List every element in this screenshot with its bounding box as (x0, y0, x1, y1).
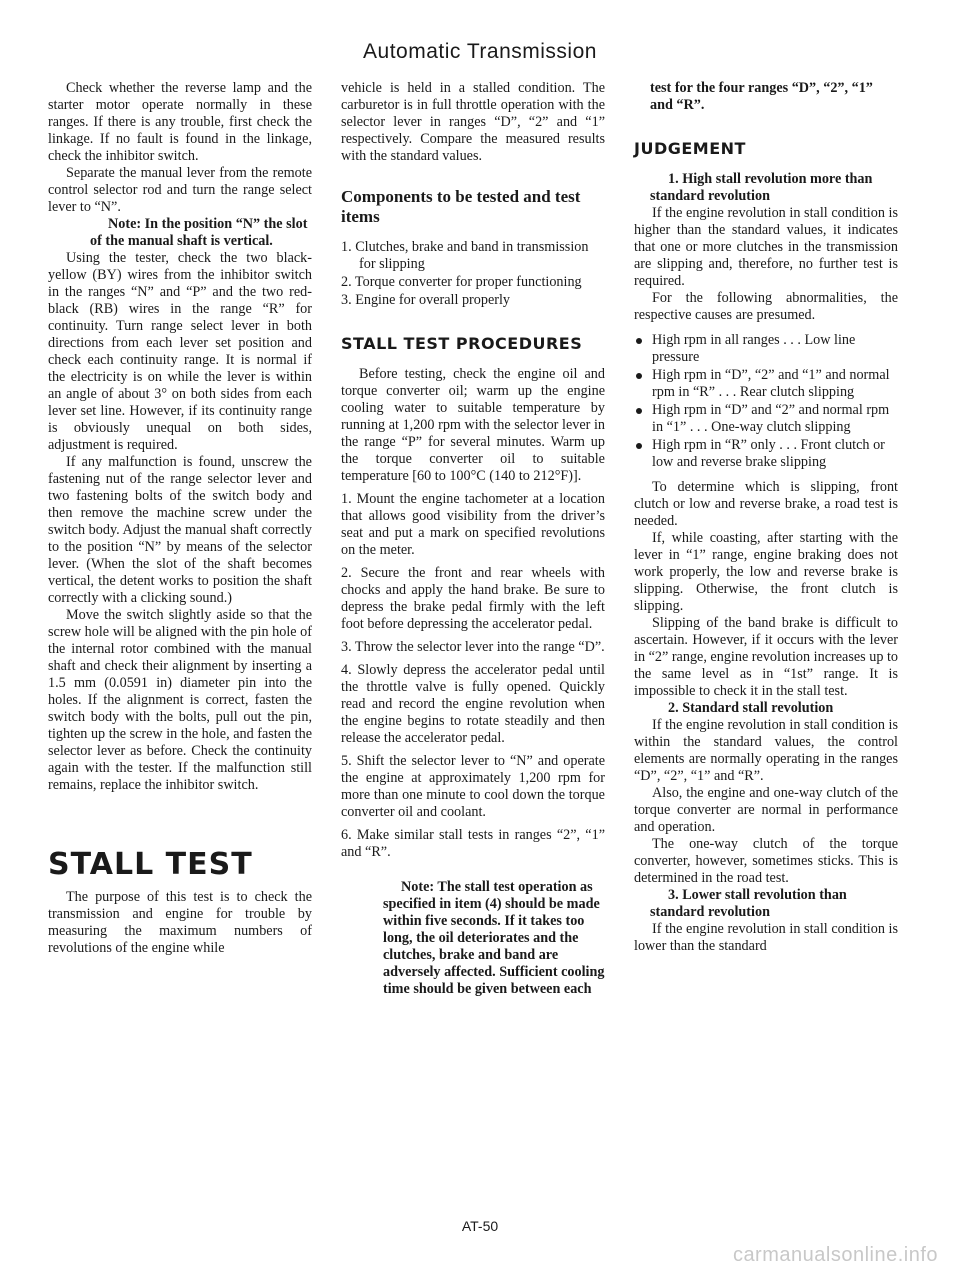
bullet-icon (636, 373, 642, 379)
section-heading-procedures: STALL TEST PROCEDURES (341, 334, 583, 353)
procedure-step: 3. Throw the selector lever into the range “D”. (341, 639, 605, 655)
paragraph: Move the switch slightly aside so that the screw hole will be aligned with the pin hole of the internal rotor combined with the manual shaft and check their alignment by inserting a 1.5 mm (0.0591 in) diameter pin into the holes. If the alignment is correct, fasten the switch body with the bolts, pull out the pin, tighten up the screw in the hole, and fasten the selector lever as before. Check the continuity again with the tester. If the malfunction still remains, replace the inhibitor switch. (48, 607, 312, 793)
list-item: High rpm in “D”, “2” and “1” and normal rpm in “R” . . . Rear clutch slipping (634, 367, 898, 401)
page-number: AT-50 (461, 1218, 499, 1234)
note: Note: In the position “N” the slot of the manual shaft is vertical. (90, 216, 308, 249)
paragraph: The one-way clutch of the torque converter, however, sometimes sticks. This is determined in the road test. (634, 836, 898, 886)
section-heading-stall-test: STALL TEST (48, 847, 253, 882)
procedure-step: 2. Secure the front and rear wheels with chocks and apply the hand brake. Be sure to depress the brake pedal firmly with the left foot before depressing the accelerator pedal. (341, 565, 605, 632)
section-heading-components: Components to be tested and test items (341, 187, 581, 226)
paragraph: Before testing, check the engine oil and torque converter oil; warm up the engine cooling water to suitable temperature by running at 1,200 rpm with the selector lever in the range “P” for several minutes. Warm up the torque converter oil to suitable temperature [60 to 100°C (140 to 212°F)]. (341, 366, 605, 484)
list-item: 1. Clutches, brake and band in transmission for slipping (341, 239, 589, 272)
paragraph: Using the tester, check the two black-yellow (BY) wires from the inhibitor switch in the ranges “N” and “P” and the two red-black (RB) wires in the range “R” for continuity. Turn range select lever in both directions from each lever set position and check each continuity range. It is normal if the electricity is on while the lever is within an angle of about 3° on both sides from each lever set line. However, if its continuity range is obviously unequal on both sides, adjustment is required. (48, 250, 312, 453)
paragraph: Separate the manual lever from the remote control selector rod and turn the range select lever to “N”. (48, 165, 312, 215)
subheading: 3. Lower stall revolution than standard revolution (650, 887, 847, 920)
list-item: High rpm in “D” and “2” and normal rpm in “1” . . . One-way clutch slipping (634, 402, 898, 436)
procedure-step: 5. Shift the selector lever to “N” and operate the engine at approximately 1,200 rpm for more than one minute to cool down the torque converter oil and coolant. (341, 753, 605, 820)
procedure-steps (341, 491, 605, 861)
bullet-icon (636, 408, 642, 414)
procedure-step: 6. Make similar stall tests in ranges “2”, “1” and “R”. (341, 827, 605, 860)
paragraph: If any malfunction is found, unscrew the fastening nut of the range selector lever and two fastening bolts of the switch body and then remove the machine screw under the switch body. Adjust the manual shaft correctly to the position “N” by means of the selector lever. (When the slot of the shaft becomes vertical, the detent works to position the shaft correctly with a clicking sound.) (48, 454, 312, 606)
paragraph: If the engine revolution in stall condition is lower than the standard (634, 921, 898, 954)
paragraph: Slipping of the band brake is difficult to ascertain. However, if it occurs with the lever in “2” range, engine revolution increases up to the same level as in “1st” range. It is impossible to check it in the stall test. (634, 615, 898, 699)
procedure-step: 1. Mount the engine tachometer at a location that allows good visibility from the driver’s seat and put a mark on specified revolutions on the meter. (341, 491, 605, 558)
list-item: High rpm in all ranges . . . Low line pressure (634, 332, 898, 366)
page-header: Automatic Transmission (363, 40, 597, 63)
list-item: High rpm in “R” only . . . Front clutch or low and reverse brake slipping (634, 437, 898, 471)
watermark: carmanualsonline.info (732, 1244, 938, 1266)
column-2 (341, 80, 605, 998)
paragraph: If, while coasting, after starting with the lever in “1” range, engine braking does not work properly, the low and reverse brake is slipping. Otherwise, the front clutch is slipping. (634, 530, 898, 614)
procedure-step: 4. Slowly depress the accelerator pedal until the throttle valve is fully opened. Quickly read and record the engine revolution when the engine begins to rotate steadily and then release the accelerator pedal. (341, 662, 605, 746)
paragraph: If the engine revolution in stall condition is within the standard values, the control elements are normally operating in the ranges “D”, “2”, “1” and “R”. (634, 717, 898, 784)
subheading: 1. High stall revolution more than standard revolution (650, 171, 873, 204)
abnormality-list (634, 332, 898, 471)
paragraph: test for the four ranges “D”, “2”, “1” and “R”. (650, 80, 873, 113)
paragraph: Check whether the reverse lamp and the starter motor operate normally in these ranges. If there is any trouble, first check the linkage. If no fault is found in the linkage, check the inhibitor switch. (48, 80, 312, 164)
paragraph: To determine which is slipping, front clutch or low and reverse brake, a road test is needed. (634, 479, 898, 529)
bullet-icon (636, 443, 642, 449)
subheading: 2. Standard stall revolution (668, 700, 834, 716)
paragraph: If the engine revolution in stall condition is higher than the standard values, it indicates that one or more clutches in the transmission are slipping and, therefore, no further test is required. (634, 205, 898, 289)
paragraph: Also, the engine and one-way clutch of the torque converter are normal in performance and operation. (634, 785, 898, 835)
list-item: 3. Engine for overall properly (341, 292, 511, 308)
section-heading-judgement: JUDGEMENT (634, 139, 746, 158)
column-1 (48, 80, 312, 957)
paragraph: For the following abnormalities, the respective causes are presumed. (634, 290, 898, 323)
list-item: 2. Torque converter for proper functioning (341, 274, 582, 290)
paragraph: vehicle is held in a stalled condition. The carburetor is in full throttle operation with the selector lever in ranges “D”, “2” and “1” respectively. Compare the measured results with the standard values. (341, 80, 605, 164)
note: Note: The stall test operation as specified in item (4) should be made within five seconds. If it takes too long, the oil deteriorates and the clutches, brake and band are adversely affected. Sufficient cooling time should be given between each (383, 879, 605, 997)
paragraph: The purpose of this test is to check the transmission and engine for trouble by measuring the maximum numbers of revolutions of the engine while (48, 889, 312, 956)
column-3 (634, 80, 898, 955)
bullet-icon (636, 338, 642, 344)
components-list (341, 239, 605, 309)
